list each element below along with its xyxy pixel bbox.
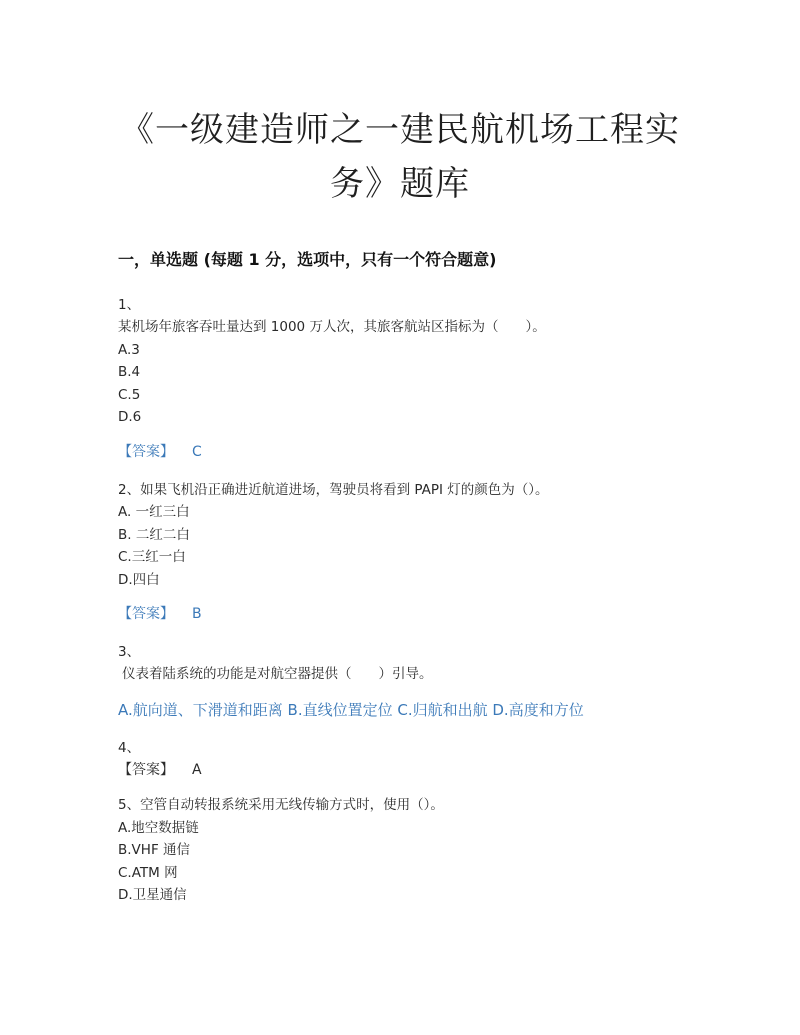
title-line-1: 《一级建造师之一建民航机场工程实 xyxy=(120,110,680,150)
answer-label: 【答案】 xyxy=(118,606,174,622)
question-5-option-b: B.VHF 通信 xyxy=(118,842,190,858)
question-1-option-c: C.5 xyxy=(118,387,141,403)
document-title xyxy=(100,103,700,211)
question-1-option-b: B.4 xyxy=(118,364,141,380)
question-4-number: 4、 xyxy=(118,740,141,756)
question-5-option-a: A.地空数据链 xyxy=(118,820,199,836)
answer-label: 【答案】 xyxy=(118,762,174,778)
question-3-stem: 仪表着陆系统的功能是对航空器提供（ ）引导。 xyxy=(122,666,433,682)
question-4-answer xyxy=(118,761,202,779)
question-1-option-a: A.3 xyxy=(118,342,140,358)
question-2-option-b: B. 二红二白 xyxy=(118,527,190,543)
question-2-option-c: C.三红一白 xyxy=(118,549,186,565)
question-5-option-c: C.ATM 网 xyxy=(118,865,178,881)
question-2-answer xyxy=(118,605,202,623)
answer-label: 【答案】 xyxy=(118,444,174,460)
answer-value: A xyxy=(192,762,202,778)
question-3-number: 3、 xyxy=(118,644,141,660)
question-1-answer xyxy=(118,443,202,461)
question-1-option-d: D.6 xyxy=(118,409,142,425)
title-line-2: 务》题库 xyxy=(330,164,470,204)
question-1-stem: 某机场年旅客吞吐量达到 1000 万人次，其旅客航站区指标为（ ）。 xyxy=(118,319,546,335)
question-2-option-d: D.四白 xyxy=(118,572,160,588)
question-5-option-d: D.卫星通信 xyxy=(118,887,187,903)
question-1-number: 1、 xyxy=(118,297,141,313)
section-heading: 一，单选题 (每题 1 分，选项中，只有一个符合题意) xyxy=(118,250,497,269)
answer-value: B xyxy=(192,606,202,622)
question-2-stem: 2、如果飞机沿正确进近航道进场，驾驶员将看到 PAPI 灯的颜色为（）。 xyxy=(118,482,549,498)
question-3-options: A.航向道、下滑道和距离 B.直线位置定位 C.归航和出航 D.高度和方位 xyxy=(118,701,584,719)
question-2-option-a: A. 一红三白 xyxy=(118,504,190,520)
question-5-stem: 5、空管自动转报系统采用无线传输方式时，使用（）。 xyxy=(118,797,444,813)
answer-value: C xyxy=(192,444,202,460)
